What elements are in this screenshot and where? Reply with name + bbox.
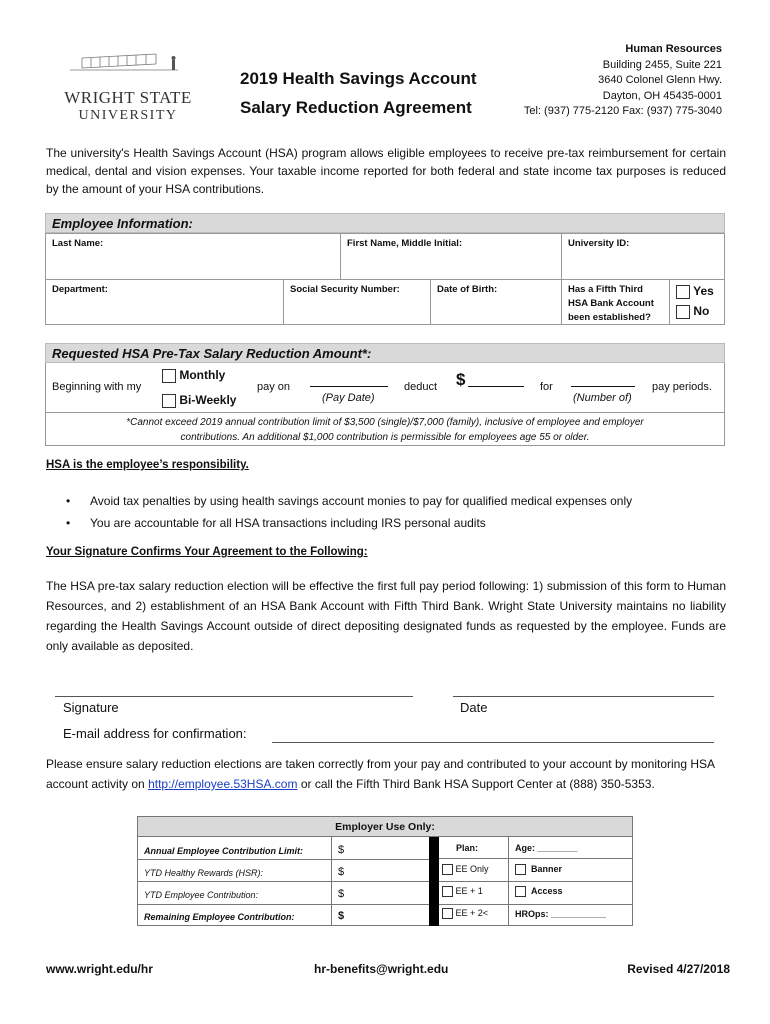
- emp-row-label: YTD Employee Contribution:: [144, 890, 259, 900]
- fifth-third-q1: Has a Fifth Third: [568, 284, 643, 295]
- monthly-checkbox[interactable]: [162, 369, 176, 383]
- no-label: No: [693, 303, 710, 318]
- date-line[interactable]: [453, 696, 714, 697]
- last-name-field[interactable]: [46, 234, 341, 280]
- first-name-field[interactable]: [341, 234, 562, 280]
- biweekly-label: Bi-Weekly: [179, 393, 237, 407]
- monthly-label: Monthly: [179, 368, 226, 382]
- access-checkbox[interactable]: [515, 886, 526, 897]
- divider-bar: [429, 837, 439, 926]
- responsibility-list: [66, 490, 632, 534]
- dob-field[interactable]: [431, 280, 562, 325]
- emp-row-value[interactable]: $: [338, 888, 345, 900]
- footer-revised: Revised 4/27/2018: [627, 962, 730, 976]
- date-label: Date: [460, 700, 488, 715]
- signature-line[interactable]: [55, 696, 413, 697]
- last-name-label: Last Name:: [52, 238, 104, 249]
- number-of-periods-input[interactable]: [571, 386, 635, 387]
- beginning-label: Beginning with my: [52, 381, 142, 393]
- ee-only-checkbox[interactable]: [442, 864, 453, 875]
- email-input-line[interactable]: [272, 742, 714, 743]
- pay-periods-label: pay periods.: [652, 381, 712, 393]
- notice-text-before: Please ensure salary reduction elections are taken correctly from your pay and contributed to your account by monitoring HSA account activity on: [46, 757, 715, 791]
- hrops-field[interactable]: HROps: ___________: [515, 909, 607, 919]
- deduct-amount-input[interactable]: [468, 386, 524, 387]
- emp-row-label: Annual Employee Contribution Limit:: [144, 846, 303, 856]
- emp-row-value[interactable]: $: [338, 866, 345, 878]
- employee-info-grid: [45, 233, 725, 325]
- university-id-field[interactable]: [562, 234, 725, 280]
- ssn-label: Social Security Number:: [290, 284, 400, 295]
- deduct-label: deduct: [404, 381, 438, 393]
- access-label: Access: [531, 886, 563, 896]
- banner-checkbox[interactable]: [515, 864, 526, 875]
- ee-plus-2-label: EE + 2<: [455, 908, 489, 918]
- yes-label: Yes: [693, 284, 714, 298]
- emp-row-label: Remaining Employee Contribution:: [144, 912, 295, 922]
- ee-plus-1-label: EE + 1: [455, 886, 483, 896]
- employee-info-heading: Employee Information:: [45, 213, 725, 233]
- emp-row-label: YTD Healthy Rewards (HSR):: [144, 868, 264, 878]
- pay-date-caption: (Pay Date): [322, 392, 375, 404]
- number-of-caption: (Number of): [573, 392, 632, 404]
- contribution-limit-note: [45, 412, 725, 446]
- yes-checkbox[interactable]: [676, 285, 690, 299]
- ee-only-label: EE Only: [455, 864, 489, 874]
- note-line1: *Cannot exceed 2019 annual contribution limit of $3,500 (single)/$7,000 (family), inclusive of employee and employer: [126, 417, 644, 428]
- email-label: E-mail address for confirmation:: [63, 726, 247, 741]
- emp-row-value[interactable]: $: [338, 844, 345, 856]
- ssn-field[interactable]: [284, 280, 431, 325]
- page-title: [240, 64, 477, 122]
- logo-wordmark: [62, 88, 194, 124]
- salary-reduction-heading: Requested HSA Pre-Tax Salary Reduction Amount*:: [45, 343, 725, 363]
- hr-phone-fax: Tel: (937) 775-2120 Fax: (937) 775-3040: [523, 105, 722, 117]
- department-label: Department:: [52, 284, 108, 295]
- no-checkbox[interactable]: [676, 305, 690, 319]
- note-line2: contributions. An additional $1,000 contribution is permissible for employees age 55 or older.: [180, 432, 590, 443]
- hr-department: Human Resources: [625, 43, 722, 55]
- first-name-label: First Name, Middle Initial:: [347, 238, 463, 249]
- intro-paragraph: The university's Health Savings Account (HSA) program allows eligible employees to receive pre-tax reimbursement for certain medical, dental and vision expenses. Your taxable income reported for both federal and state income tax purposes is reduced by the amount of your HSA contributions.: [46, 146, 726, 196]
- list-item: • You are accountable for all HSA transactions including IRS personal audits: [66, 512, 632, 534]
- hr-address-line3: Dayton, OH 45435-0001: [602, 89, 722, 102]
- employer-use-box: [137, 816, 633, 926]
- responsibility-heading: HSA is the employee’s responsibility.: [46, 459, 249, 471]
- dob-label: Date of Birth:: [437, 284, 498, 295]
- fifth-third-answers: [670, 280, 725, 325]
- monitoring-notice: [46, 754, 726, 794]
- logo-line2: UNIVERSITY: [78, 108, 178, 123]
- salary-reduction-row: [45, 363, 725, 413]
- title-line1: 2019 Health Savings Account: [240, 69, 477, 88]
- list-item: • Avoid tax penalties by using health savings account monies to pay for qualified medical expenses only: [66, 490, 632, 512]
- banner-label: Banner: [531, 864, 563, 874]
- plan-label: Plan:: [456, 843, 479, 853]
- pay-on-label: pay on: [257, 381, 291, 393]
- emp-row-value[interactable]: $: [338, 910, 345, 922]
- employer-use-heading: Employer Use Only:: [138, 817, 632, 837]
- ee-plus-2-checkbox[interactable]: [442, 908, 453, 919]
- age-field[interactable]: Age: ________: [515, 843, 578, 853]
- pilot-figure: [172, 60, 175, 70]
- fifth-third-q2: HSA Bank Account: [568, 298, 654, 309]
- pay-date-input[interactable]: [310, 386, 388, 387]
- hr-address-line1: Building 2455, Suite 221: [602, 58, 722, 71]
- agreement-paragraph: The HSA pre-tax salary reduction election will be effective the first full pay period following: 1) submission of this form to Human Resources, and 2) establishment of an HSA Bank Account with Fifth Third Bank. Wright State University maintains no liability regarding the Health Savings Account outside of direct depositing designated funds as requested by the employee. Funds are only available as deposited.: [46, 579, 726, 653]
- ee-plus-1-checkbox[interactable]: [442, 886, 453, 897]
- footer-email[interactable]: hr-benefits@wright.edu: [314, 962, 449, 976]
- fifth-third-question: [562, 280, 670, 325]
- for-label: for: [540, 381, 553, 393]
- logo-line1: WRIGHT STATE: [64, 88, 192, 107]
- university-id-label: University ID:: [568, 238, 630, 249]
- agreement-heading: Your Signature Confirms Your Agreement to the Following:: [46, 546, 368, 558]
- signature-label: Signature: [63, 700, 119, 715]
- dollar-sign: $: [456, 370, 466, 389]
- hsa-portal-link[interactable]: http://employee.53HSA.com: [148, 777, 298, 791]
- hr-address-block: [524, 42, 722, 120]
- fifth-third-q3: been established?: [568, 312, 651, 323]
- footer-website[interactable]: www.wright.edu/hr: [46, 962, 153, 976]
- department-field[interactable]: [46, 280, 284, 325]
- title-line2: Salary Reduction Agreement: [240, 98, 472, 117]
- hr-address-line2: 3640 Colonel Glenn Hwy.: [598, 74, 722, 86]
- notice-text-after: or call the Fifth Third Bank HSA Support Center at (888) 350-5353.: [297, 777, 655, 791]
- biweekly-checkbox[interactable]: [162, 394, 176, 408]
